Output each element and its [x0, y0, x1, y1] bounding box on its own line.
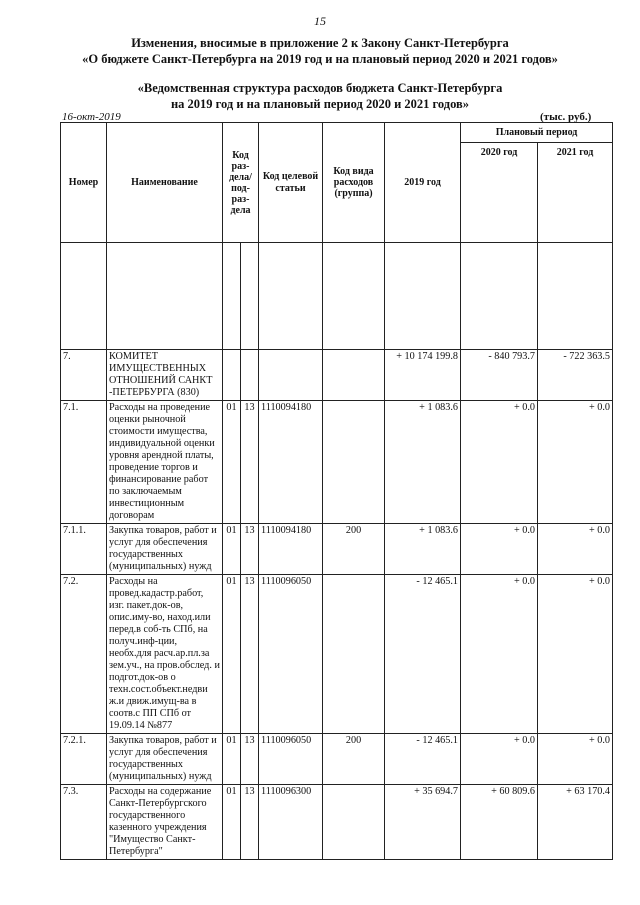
spacer-row [61, 243, 613, 350]
col-name-header: Наименование [107, 123, 223, 243]
row-razdel: 01 [223, 401, 241, 524]
row-number: 7.1. [61, 401, 107, 524]
row-2021: + 0.0 [538, 524, 613, 575]
row-number: 7.3. [61, 785, 107, 860]
row-2019: + 1 083.6 [385, 401, 461, 524]
col-2021-header: 2021 год [538, 143, 613, 243]
table-row [61, 350, 613, 401]
row-podrazdel [241, 350, 259, 401]
row-target: 1110094180 [259, 401, 323, 524]
row-razdel: 01 [223, 734, 241, 785]
row-2019: + 1 083.6 [385, 524, 461, 575]
document-title-line-3: «Ведомственная структура расходов бюджета Санкт-Петербурга [137, 81, 503, 95]
row-2019: - 12 465.1 [385, 575, 461, 734]
document-title-line-4: на 2019 год и на плановый период 2020 и 2021 годов» [170, 97, 470, 111]
row-name: Расходы на проведение оценки рыночной стоимости имущества, индивидуальной оценки уровня арендной платы, проведение торгов и финансирование работ по заключаемым инвестиционным договорам [107, 401, 223, 524]
row-vid [323, 350, 385, 401]
row-target: 1110096050 [259, 575, 323, 734]
row-target: 1110096050 [259, 734, 323, 785]
row-vid [323, 575, 385, 734]
row-target [259, 350, 323, 401]
units-label: (тыс. руб.) [540, 111, 592, 123]
row-name: Закупка товаров, работ и услуг для обеспечения государственных (муниципальных) нужд [107, 734, 223, 785]
row-podrazdel: 13 [241, 785, 259, 860]
row-name: Расходы на провед.кадастр.работ, изг. пакет.док-ов, опис.иму-во, наход.или перед.в соб-ть СПб, на получ.инф-ции, необх.для расч.ар.пл.за зем.уч., на пров.обслед. и подгот.док-ов о техн.сост.объект.недви ж.и движ.имущ-ва в соотв.с ПП СПб от 19.09.14 №877 [107, 575, 223, 734]
table-row [61, 734, 613, 785]
col-section-header: Код раз-дела/ под-раз-дела [223, 123, 259, 243]
row-name: КОМИТЕТ ИМУЩЕСТВЕННЫХ ОТНОШЕНИЙ САНКТ -ПЕТЕРБУРГА (830) [107, 350, 223, 401]
col-2019-header: 2019 год [385, 123, 461, 243]
page-number: 15 [314, 14, 326, 28]
row-razdel: 01 [223, 524, 241, 575]
row-2021: + 0.0 [538, 401, 613, 524]
row-2021: + 0.0 [538, 575, 613, 734]
col-2020-header: 2020 год [461, 143, 538, 243]
row-2019: + 35 694.7 [385, 785, 461, 860]
row-vid: 200 [323, 524, 385, 575]
row-vid: 200 [323, 734, 385, 785]
table-row [61, 401, 613, 524]
row-vid [323, 401, 385, 524]
col-planned-header: Плановый период [461, 123, 613, 143]
document-title-line-2: «О бюджете Санкт-Петербурга на 2019 год и на плановый период 2020 и 2021 годов» [82, 52, 558, 66]
row-number: 7.2.1. [61, 734, 107, 785]
table-row [61, 575, 613, 734]
row-number: 7.1.1. [61, 524, 107, 575]
row-2019: - 12 465.1 [385, 734, 461, 785]
row-podrazdel: 13 [241, 524, 259, 575]
table-row [61, 785, 613, 860]
row-2020: - 840 793.7 [461, 350, 538, 401]
row-razdel: 01 [223, 575, 241, 734]
row-2020: + 0.0 [461, 401, 538, 524]
row-2020: + 60 809.6 [461, 785, 538, 860]
document-title-line-1: Изменения, вносимые в приложение 2 к Закону Санкт-Петербурга [131, 36, 509, 50]
row-podrazdel: 13 [241, 734, 259, 785]
col-number-header: Номер [61, 123, 107, 243]
row-name: Расходы на содержание Санкт-Петербургского государственного казенного учреждения "Имущество Санкт-Петербурга" [107, 785, 223, 860]
row-2020: + 0.0 [461, 524, 538, 575]
document-date: 16-окт-2019 [62, 111, 121, 123]
row-target: 1110094180 [259, 524, 323, 575]
row-podrazdel: 13 [241, 575, 259, 734]
row-2021: - 722 363.5 [538, 350, 613, 401]
row-2021: + 63 170.4 [538, 785, 613, 860]
table-header-row-top [61, 123, 613, 143]
row-podrazdel: 13 [241, 401, 259, 524]
row-name: Закупка товаров, работ и услуг для обеспечения государственных (муниципальных) нужд [107, 524, 223, 575]
row-2019: + 10 174 199.8 [385, 350, 461, 401]
row-razdel: 01 [223, 785, 241, 860]
row-2020: + 0.0 [461, 734, 538, 785]
row-number: 7. [61, 350, 107, 401]
table-row [61, 524, 613, 575]
row-vid [323, 785, 385, 860]
expense-structure-table [60, 122, 613, 860]
col-expense-type-header: Код вида расходов (группа) [323, 123, 385, 243]
row-2020: + 0.0 [461, 575, 538, 734]
row-razdel [223, 350, 241, 401]
col-target-header: Код целевой статьи [259, 123, 323, 243]
row-target: 1110096300 [259, 785, 323, 860]
row-number: 7.2. [61, 575, 107, 734]
row-2021: + 0.0 [538, 734, 613, 785]
